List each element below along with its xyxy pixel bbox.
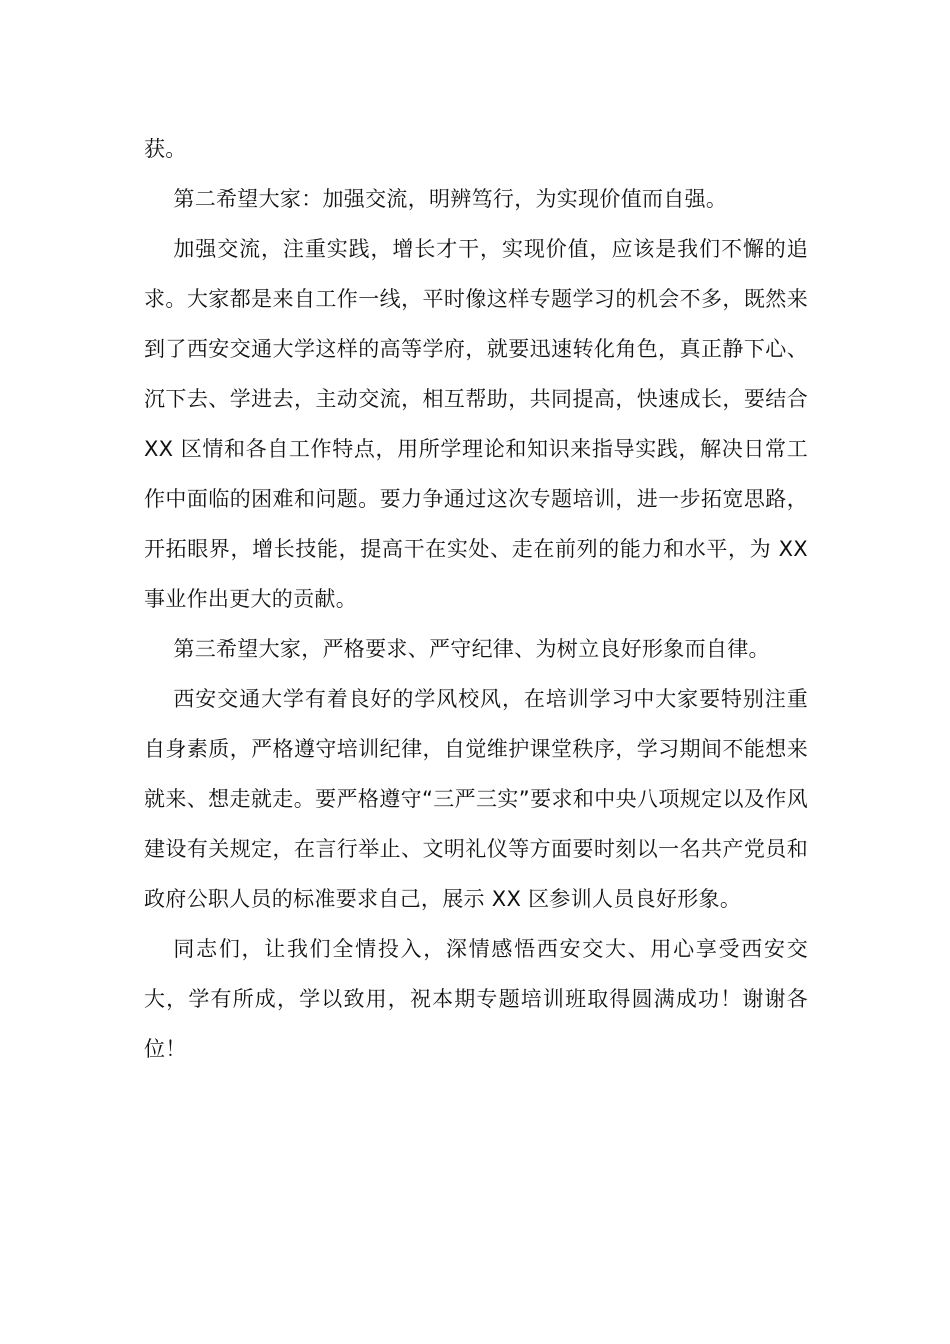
paragraph-2: 第二希望大家：加强交流，明辨笃行，为实现价值而自强。 [173,187,728,211]
paragraph-4: 第三希望大家，严格要求、严守纪律、为树立良好形象而自律。 [173,637,770,661]
paragraph-1: 获。 [144,137,187,161]
paragraph-6: 同志们，让我们全情投入，深情感悟西安交大、用心享受西安交大，学有所成，学以致用，祝本期专题培训班取得圆满成功！谢谢各位！ [144,937,808,1061]
paragraph-5: 西安交通大学有着良好的学风校风，在培训学习中大家要特别注重自身素质，严格遵守培训纪律，自觉维护课堂秩序，学习期间不能想来就来、想走就走。要严格遵守“三严三实”要求和中央八项规定以及作风建设有关规定，在言行举止、文明礼仪等方面要时刻以一名共产党员和政府公职人员的标准要求自己，展示 XX 区参训人员良好形象。 [144,687,808,911]
document-body [144,124,815,1074]
paragraph-3: 加强交流，注重实践，增长才干，实现价值，应该是我们不懈的追求。大家都是来自工作一线，平时像这样专题学习的机会不多，既然来到了西安交通大学这样的高等学府，就要迅速转化角色，真正静下心、沉下去、学进去，主动交流，相互帮助，共同提高，快速成长，要结合 XX 区情和各自工作特点，用所学理论和知识来指导实践，解决日常工作中面临的困难和问题。要力争通过这次专题培训，进一步拓宽思路，开拓眼界，增长技能，提高干在实处、走在前列的能力和水平，为 XX 事业作出更大的贡献。 [144,237,815,611]
